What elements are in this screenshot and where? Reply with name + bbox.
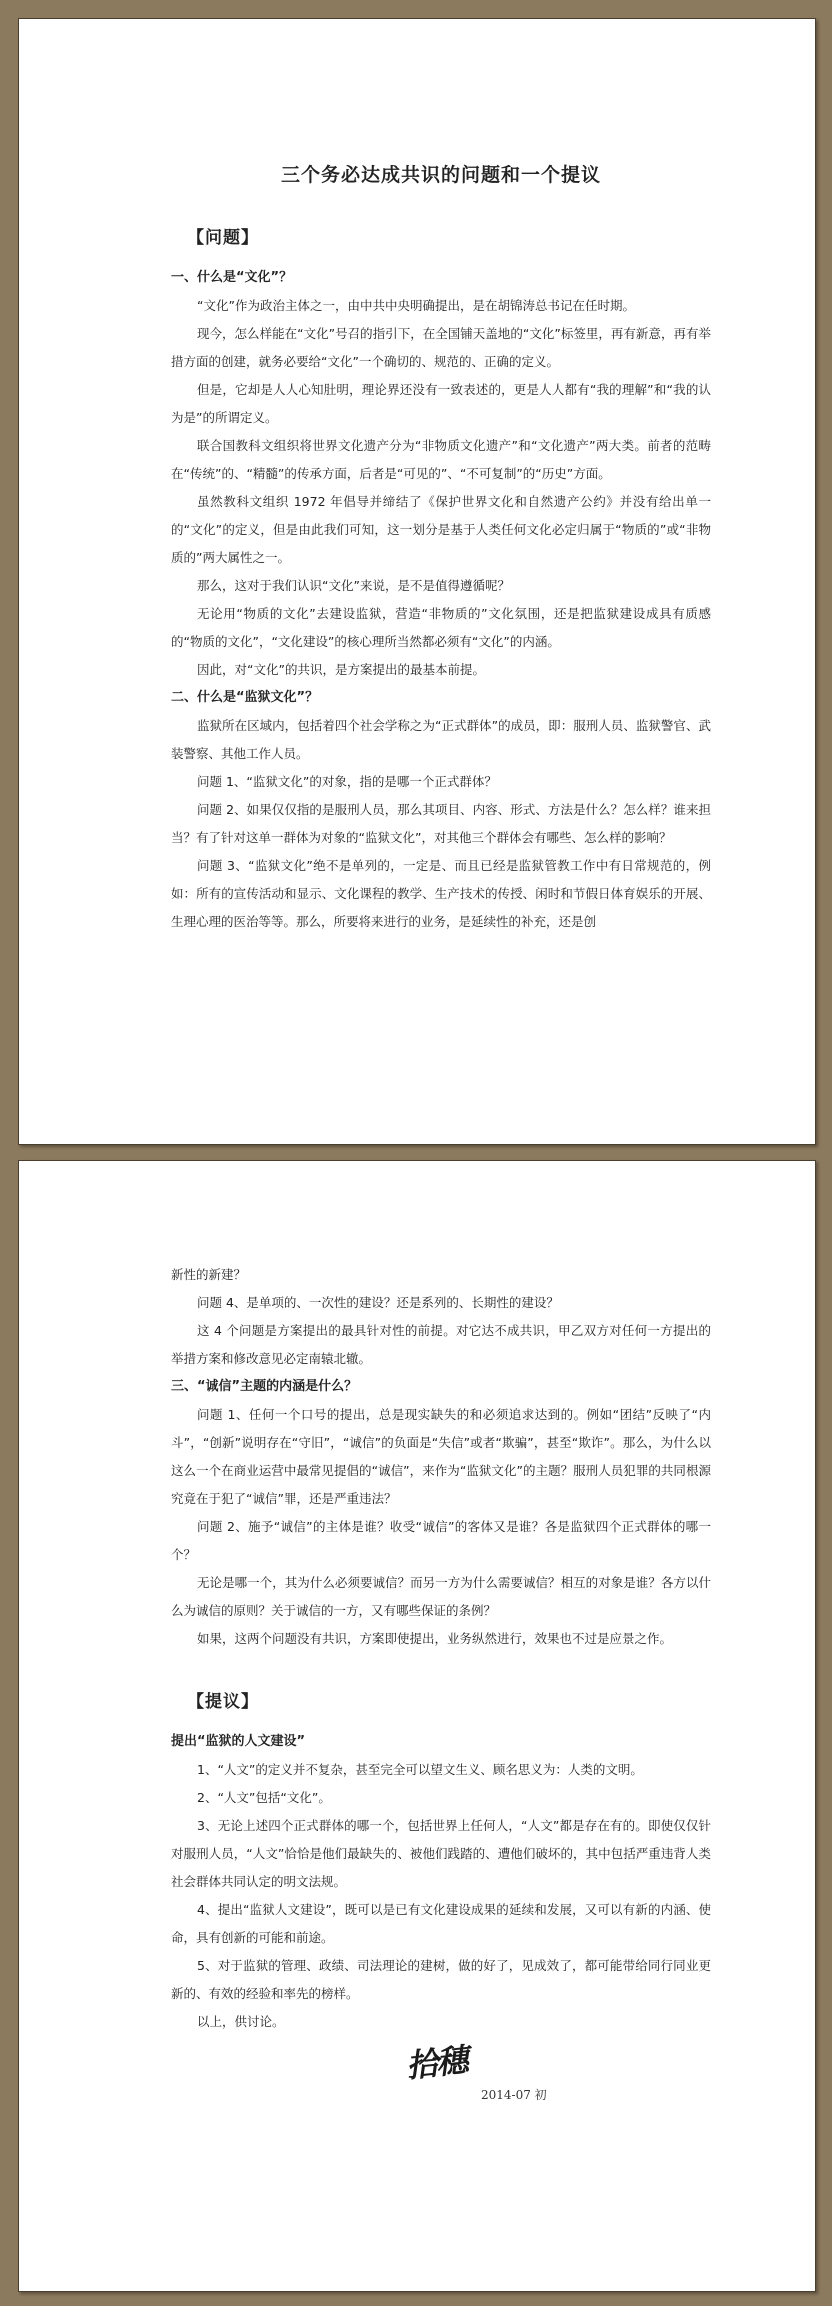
- document-page-2: [18, 1160, 816, 2292]
- section-2-heading: 二、什么是“监狱文化”？: [171, 690, 319, 705]
- section-3-heading: 三、“诚信”主题的内涵是什么？: [171, 1379, 358, 1394]
- paragraph: “文化”作为政治主体之一，由中共中央明确提出，是在胡锦涛总书记在任时期。: [197, 298, 635, 313]
- proposal-item: 2、“人文”包括“文化”。: [197, 1790, 331, 1805]
- proposal-item: 4、提出“监狱人文建设”，既可以是已有文化建设成果的延续和发展，又可以有新的内涵、使命，具有创新的可能和前途。: [171, 1902, 711, 1945]
- paragraph: 因此，对“文化”的共识，是方案提出的最基本前提。: [197, 662, 485, 677]
- paragraph: 问题 2、如果仅仅指的是服刑人员，那么其项目、内容、形式、方法是什么？怎么样？谁来担当？有了针对这单一群体为对象的“监狱文化”，对其他三个群体会有哪些、怎么样的影响？: [171, 802, 711, 845]
- document-title: 三个务必达成共识的问题和一个提议: [280, 164, 601, 186]
- paragraph-continuation: 新性的新建？: [171, 1267, 247, 1282]
- paragraph: 监狱所在区域内，包括着四个社会学称之为“正式群体”的成员，即：服刑人员、监狱警官、武装警察、其他工作人员。: [171, 718, 711, 761]
- paragraph: 如果，这两个问题没有共识，方案即使提出，业务纵然进行，效果也不过是应景之作。: [197, 1631, 673, 1646]
- proposal-heading: 【提议】: [187, 1692, 259, 1712]
- paragraph: 但是，它却是人人心知肚明，理论界还没有一致表述的，更是人人都有“我的理解”和“我的认为是”的所谓定义。: [171, 382, 711, 425]
- paragraph: 无论用“物质的文化”去建设监狱，营造“非物质的”文化氛围，还是把监狱建设成具有质感的“物质的文化”，“文化建设”的核心理所当然都必须有“文化”的内涵。: [171, 606, 711, 649]
- paragraph: 问题 4、是单项的、一次性的建设？还是系列的、长期性的建设？: [197, 1295, 559, 1310]
- signature-date: 2014-07 初: [481, 2088, 547, 2102]
- proposal-item: 5、对于监狱的管理、政绩、司法理论的建树，做的好了，见成效了，都可能带给同行同业更新的、有效的经验和率先的榜样。: [171, 1958, 711, 2001]
- paragraph: 问题 1、“监狱文化”的对象，指的是哪一个正式群体？: [197, 774, 497, 789]
- paragraph: 问题 1、任何一个口号的提出，总是现实缺失的和必须追求达到的。例如“团结”反映了“内斗”，“创新”说明存在“守旧”，“诚信”的负面是“失信”或者“欺骗”，甚至“欺诈”。那么，为什么以这么一个在商业运营中最常见提倡的“诚信”，来作为“监狱文化”的主题？服刑人员犯罪的共同根源究竟在于犯了“诚信”罪，还是严重违法？: [171, 1407, 711, 1506]
- proposal-subheading: 提出“监狱的人文建设”: [171, 1734, 306, 1749]
- page-1-content: [171, 144, 711, 936]
- page-2-content: [171, 1261, 711, 2126]
- closing-line: 以上，供讨论。: [197, 2014, 285, 2029]
- handwritten-signature: 拾穗: [404, 2040, 469, 2086]
- issues-heading: 【问题】: [187, 228, 259, 248]
- paragraph: 问题 2、施予“诚信”的主体是谁？收受“诚信”的客体又是谁？各是监狱四个正式群体的哪一个？: [171, 1519, 711, 1562]
- document-page-1: [18, 18, 816, 1145]
- signature-block: [171, 2036, 711, 2126]
- proposal-item: 1、“人文”的定义并不复杂，甚至完全可以望文生义、顾名思义为：人类的文明。: [197, 1762, 643, 1777]
- paragraph: 虽然教科文组织 1972 年倡导并缔结了《保护世界文化和自然遗产公约》并没有给出单一的“文化”的定义，但是由此我们可知，这一划分是基于人类任何文化必定归属于“物质的”或“非物质的”两大属性之一。: [171, 494, 711, 565]
- paragraph: 无论是哪一个，其为什么必须要诚信？而另一方为什么需要诚信？相互的对象是谁？各方以什么为诚信的原则？关于诚信的一方，又有哪些保证的条例？: [171, 1575, 711, 1618]
- paragraph: 现今，怎么样能在“文化”号召的指引下，在全国铺天盖地的“文化”标签里，再有新意，再有举措方面的创建，就务必要给“文化”一个确切的、规范的、正确的定义。: [171, 326, 711, 369]
- paragraph: 这 4 个问题是方案提出的最具针对性的前提。对它达不成共识，甲乙双方对任何一方提出的举措方案和修改意见必定南辕北辙。: [171, 1323, 711, 1366]
- paragraph: 联合国教科文组织将世界文化遗产分为“非物质文化遗产”和“文化遗产”两大类。前者的范畴在“传统”的、“精髓”的传承方面，后者是“可见的”、“不可复制”的“历史”方面。: [171, 438, 711, 481]
- proposal-item: 3、无论上述四个正式群体的哪一个，包括世界上任何人，“人文”都是存在有的。即使仅仅针对服刑人员，“人文”恰恰是他们最缺失的、被他们践踏的、遭他们破坏的，其中包括严重违背人类社会群体共同认定的明文法规。: [171, 1818, 711, 1889]
- section-1-heading: 一、什么是“文化”？: [171, 270, 293, 285]
- paragraph: 问题 3、“监狱文化”绝不是单列的，一定是、而且已经是监狱管教工作中有日常规范的，例如：所有的宣传活动和显示、文化课程的教学、生产技术的传授、闲时和节假日体育娱乐的开展、生理心理的医治等等。那么，所要将来进行的业务，是延续性的补充，还是创: [171, 858, 711, 929]
- paragraph: 那么，这对于我们认识“文化”来说，是不是值得遵循呢？: [197, 578, 510, 593]
